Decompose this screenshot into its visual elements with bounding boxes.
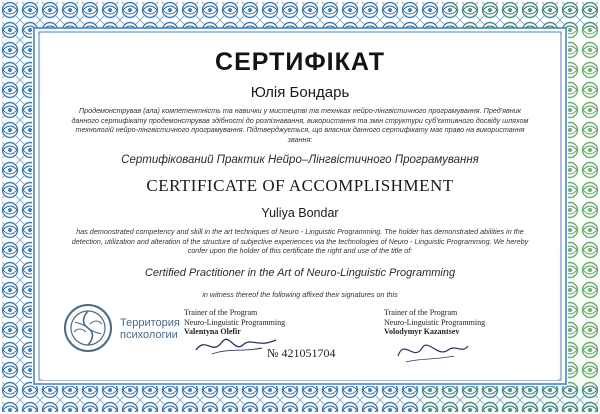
handwritten-signature-right: [392, 334, 472, 366]
description-ukrainian: Продемонстрував (ала) компетентність та навички у мистецтві та техніках нейро-лінгвістичного програмування. Пред'явник данного сертифікату продемонстрував здібності до розпізнавання, використання та змін структури суб'єктивного досвіду шляхом технологій нейро-лінгвістичного програмування. Підтверджується, що власник данного сертифікату має право на використання звання:: [71, 106, 529, 144]
signature-right-role1: Trainer of the Program: [384, 308, 458, 317]
title-ukrainian: СЕРТИФІКАТ: [215, 48, 385, 76]
recipient-name-english: Yuliya Bondar: [261, 206, 339, 220]
certificate-number: № 421051704: [267, 346, 336, 360]
witness-line: in witness thereof the following affixed their signatures on this: [202, 290, 398, 299]
organization-logo: [60, 302, 180, 354]
awarded-title-english: Certified Practitioner in the Art of Neuro-Linguistic Programming: [144, 267, 456, 279]
logo-text: [120, 318, 180, 341]
certificate-body: [42, 34, 558, 380]
logo-icon: [60, 302, 116, 354]
signature-right-role2: Neuro-Linguistic Programming: [384, 317, 486, 327]
signature-left-role1: Trainer of the Program: [184, 308, 258, 317]
logo-text-line2: психологии: [120, 328, 178, 341]
recipient-name-ukrainian: Юлія Бондарь: [250, 84, 350, 101]
signature-left-role2: Neuro-Linguistic Programming: [184, 317, 286, 327]
description-english: has demonstrated competency and skill in the art techniques of Neuro - Linguistic Programming. The holder has demonstrated abilities in the detection, utilization and alteration of the structure of subjective experiences via the technologies of Neuro - Linguistic Programming. We hereby confer upon the holder of this certificate the right and use of the title of:: [71, 227, 529, 256]
title-english: CERTIFICATE OF ACCOMPLISHMENT: [146, 176, 454, 195]
signature-right: [384, 308, 485, 337]
signature-left-name: Valentyna Olefir: [184, 327, 241, 337]
signature-right-name: Volodymyr Kazantsev: [384, 327, 460, 337]
awarded-title-ukrainian: Сертифікований Практик Нейро–Лінгвістичного Програмування: [121, 154, 479, 166]
logo-text-line1: Территория: [120, 317, 180, 329]
